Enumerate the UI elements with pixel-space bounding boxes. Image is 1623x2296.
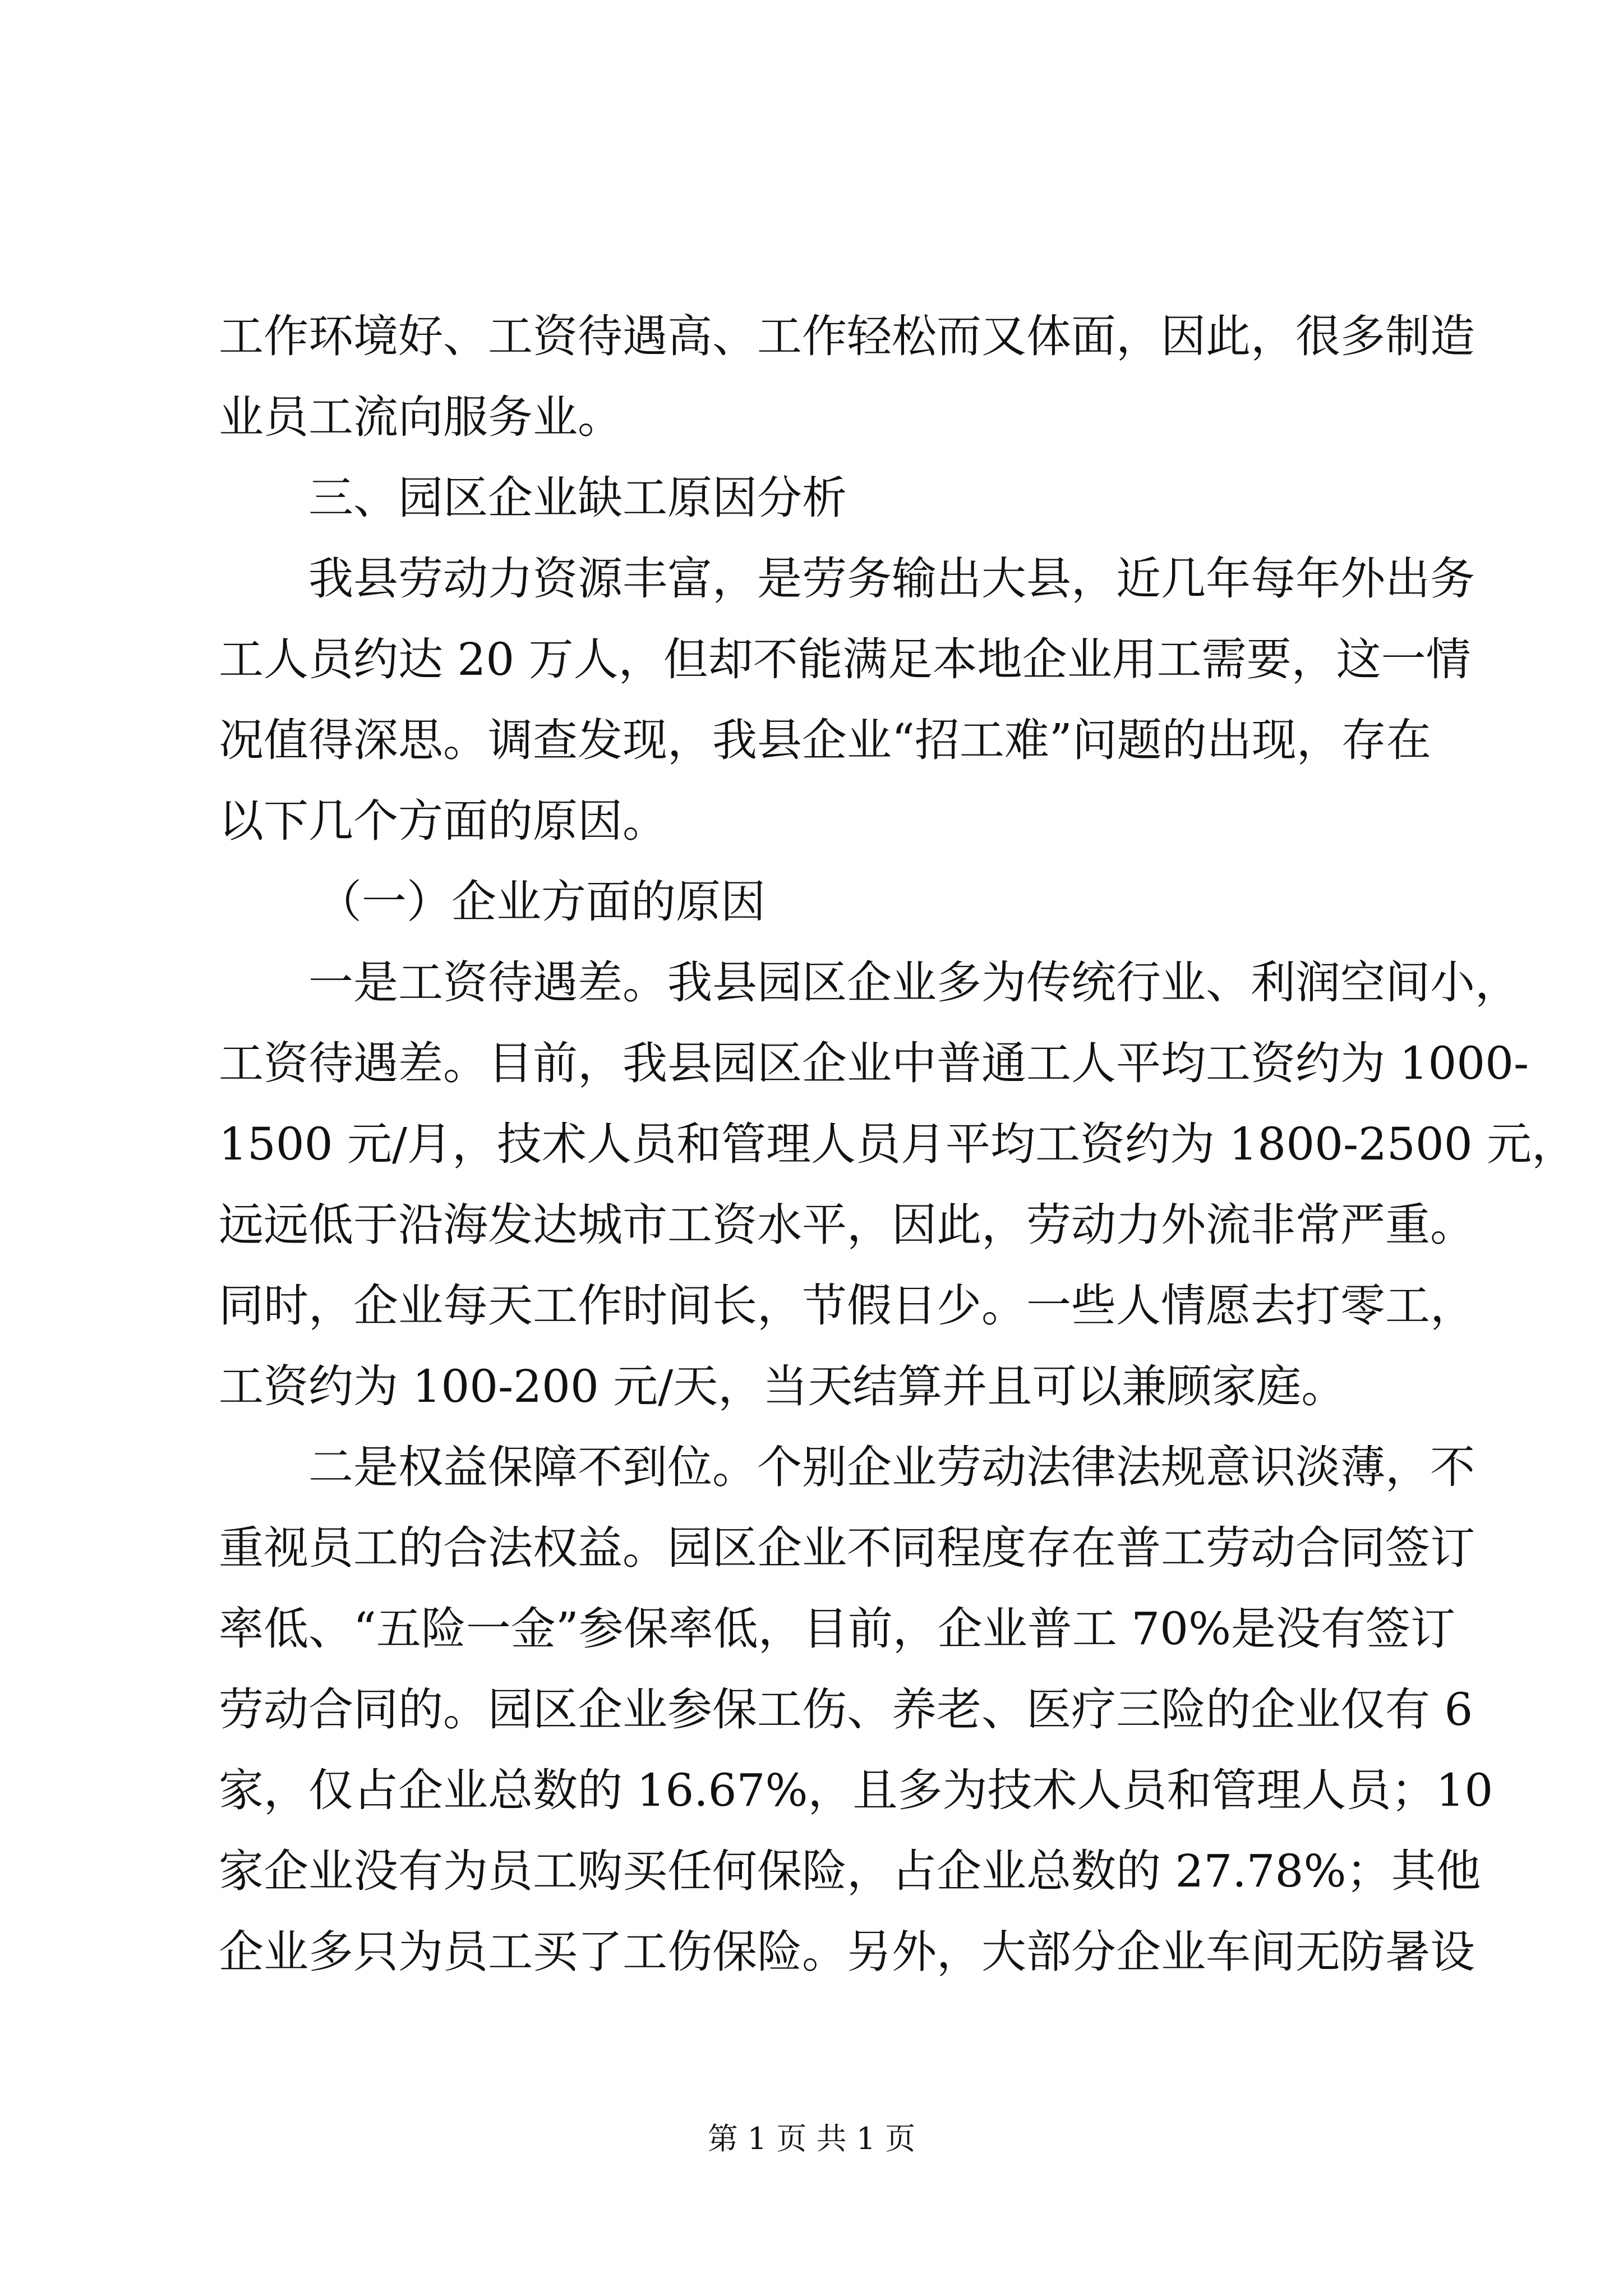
text-line: 家，仅占企业总数的 16.67%，且多为技术人员和管理人员；10 xyxy=(219,1764,1493,1816)
paragraph-start: 二是权益保障不到位。个别企业劳动法律法规意识淡薄，不 xyxy=(308,1441,1475,1493)
text-line: 率低、“五险一金”参保率低，目前，企业普工 70%是没有签订 xyxy=(219,1603,1456,1655)
subsection-heading: （一）企业方面的原因 xyxy=(317,876,766,928)
text-line: 工作环境好、工资待遇高、工作轻松而又体面，因此，很多制造 xyxy=(219,310,1475,362)
text-line: 同时，企业每天工作时间长，节假日少。一些人情愿去打零工， xyxy=(219,1280,1475,1332)
text-line: 远远低于沿海发达城市工资水平，因此，劳动力外流非常严重。 xyxy=(219,1199,1475,1251)
section-heading: 三、园区企业缺工原因分析 xyxy=(308,472,847,524)
text-line: 业员工流向服务业。 xyxy=(219,391,623,443)
text-line: 工人员约达 20 万人，但却不能满足本地企业用工需要，这一情 xyxy=(219,633,1471,685)
text-line: 企业多只为员工买了工伤保险。另外，大部分企业车间无防暑设 xyxy=(219,1926,1475,1978)
text-line: 以下几个方面的原因。 xyxy=(219,795,667,847)
text-line: 工资待遇差。目前，我县园区企业中普通工人平均工资约为 1000- xyxy=(219,1037,1529,1089)
paragraph-start: 我县劳动力资源丰富，是劳务输出大县，近几年每年外出务 xyxy=(308,553,1475,605)
page-number-footer: 第 1 页 共 1 页 xyxy=(707,2121,916,2156)
text-line: 1500 元/月，技术人员和管理人员月平均工资约为 1800-2500 元， xyxy=(219,1118,1577,1170)
text-line: 重视员工的合法权益。园区企业不同程度存在普工劳动合同签订 xyxy=(219,1522,1475,1574)
text-line: 劳动合同的。园区企业参保工伤、养老、医疗三险的企业仅有 6 xyxy=(219,1683,1473,1736)
text-line: 工资约为 100-200 元/天，当天结算并且可以兼顾家庭。 xyxy=(219,1360,1347,1412)
text-line: 家企业没有为员工购买任何保险，占企业总数的 27.78%；其他 xyxy=(219,1845,1481,1897)
text-line: 况值得深思。调查发现，我县企业“招工难”问题的出现，存在 xyxy=(219,714,1431,766)
paragraph-start: 一是工资待遇差。我县园区企业多为传统行业、利润空间小， xyxy=(308,956,1520,1009)
document-body xyxy=(219,296,1577,1993)
